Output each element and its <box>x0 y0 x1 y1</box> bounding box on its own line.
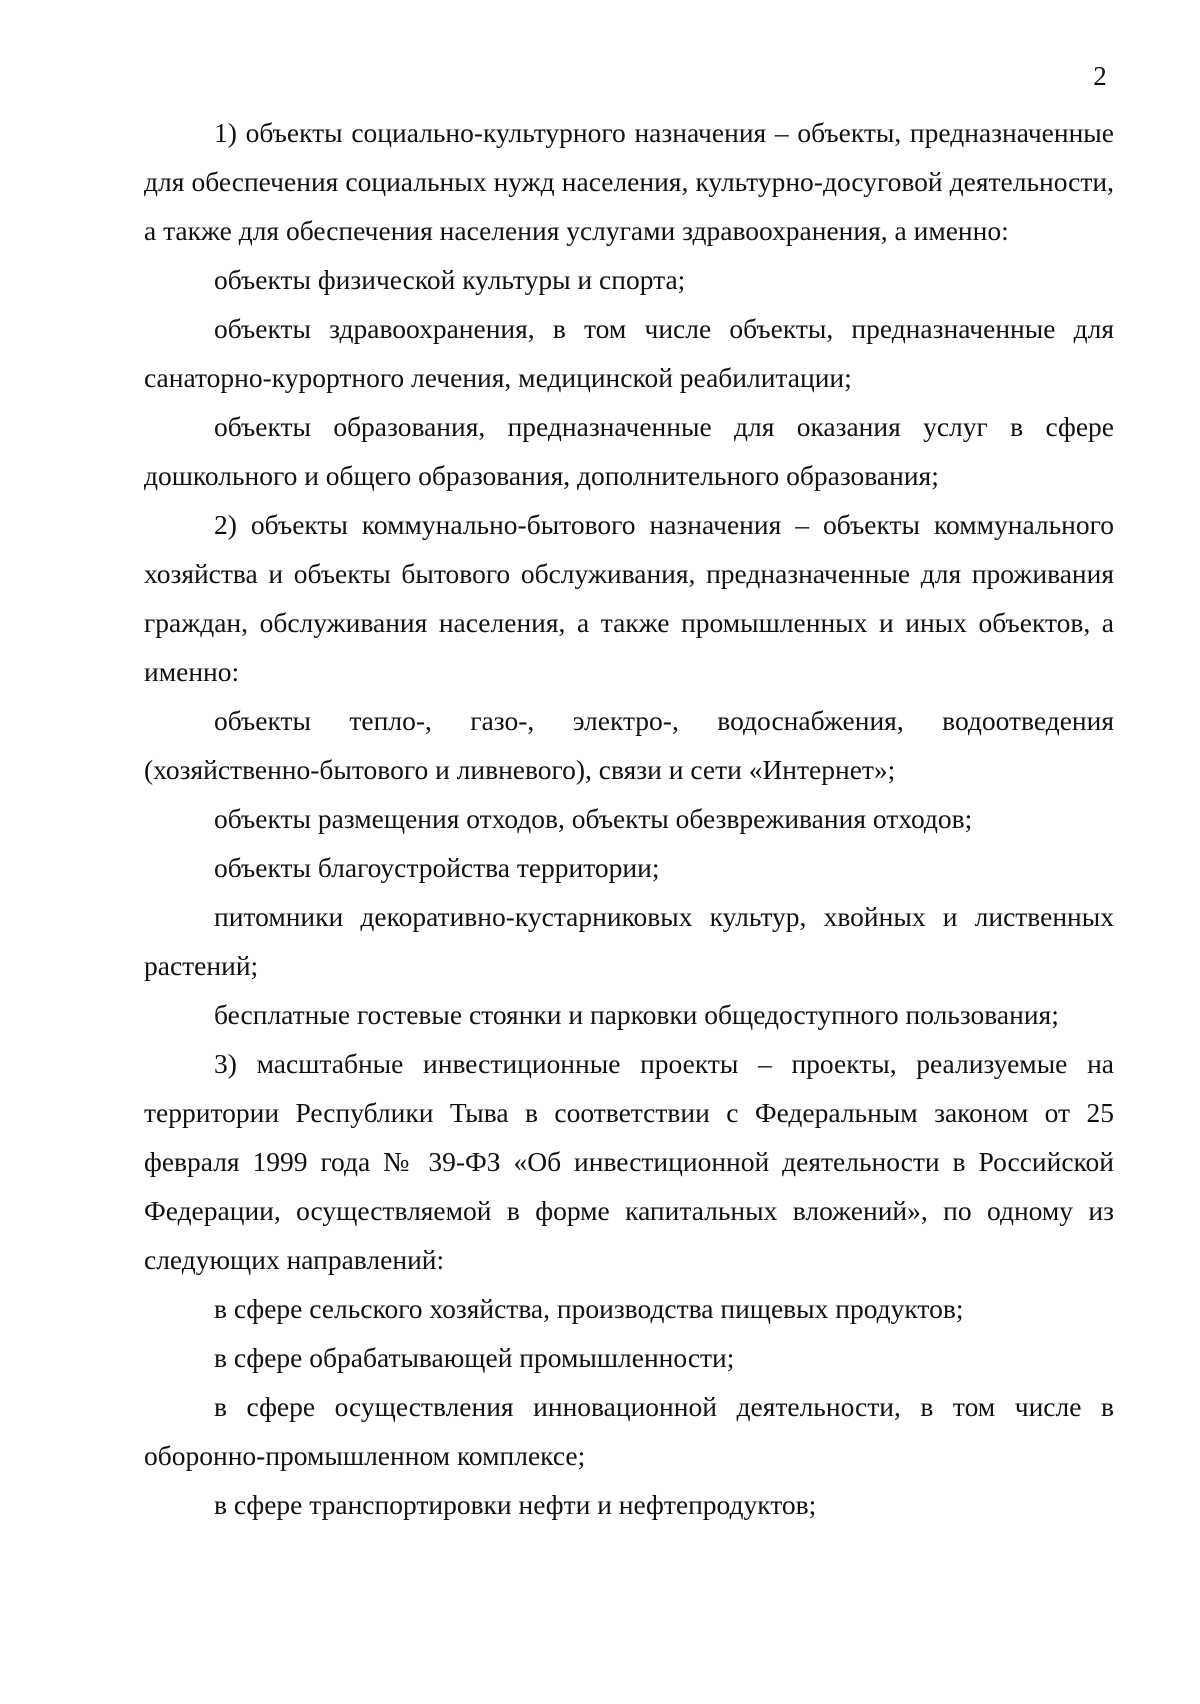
paragraph-landscaping: объекты благоустройства территории; <box>214 852 660 883</box>
paragraph-oil-transport: в сфере транспортировки нефти и нефтепродуктов; <box>214 1489 817 1520</box>
paragraph-healthcare: объекты здравоохранения, в том числе объекты, предназначенные для санаторно-курортного лечения, медицинской реабилитации; <box>144 313 1114 393</box>
document-body <box>144 108 1114 1529</box>
paragraph-waste: объекты размещения отходов, объекты обезвреживания отходов; <box>214 803 973 834</box>
paragraph-utilities: объекты тепло-, газо-, электро-, водоснабжения, водоотведения (хозяйственно-бытового и ливневого), связи и сети «Интернет»; <box>144 705 1114 785</box>
page-number: 2 <box>1093 61 1107 91</box>
paragraph-manufacturing: в сфере обрабатывающей промышленности; <box>214 1342 735 1373</box>
paragraph-social-cultural: 1) объекты социально-культурного назначения – объекты, предназначенные для обеспечения социальных нужд населения, культурно-досуговой деятельности, а также для обеспечения населения услугами здравоохранения, а именно: <box>144 117 1114 246</box>
paragraph-parking: бесплатные гостевые стоянки и парковки общедоступного пользования; <box>214 999 1059 1030</box>
paragraph-investment-projects: 3) масштабные инвестиционные проекты – проекты, реализуемые на территории Республики Тыва в соответствии с Федеральным законом от 25 февраля 1999 года № 39-ФЗ «Об инвестиционной деятельности в Российской Федерации, осуществляемой в форме капитальных вложений», по одному из следующих направлений: <box>144 1048 1114 1275</box>
paragraph-agriculture: в сфере сельского хозяйства, производства пищевых продуктов; <box>214 1293 964 1324</box>
paragraph-sports: объекты физической культуры и спорта; <box>214 264 686 295</box>
paragraph-education: объекты образования, предназначенные для оказания услуг в сфере дошкольного и общего образования, дополнительного образования; <box>144 411 1114 491</box>
paragraph-nurseries: питомники декоративно-кустарниковых культур, хвойных и лиственных растений; <box>144 901 1114 981</box>
paragraph-innovation: в сфере осуществления инновационной деятельности, в том числе в оборонно-промышленном комплексе; <box>144 1391 1114 1471</box>
paragraph-communal: 2) объекты коммунально-бытового назначения – объекты коммунального хозяйства и объекты бытового обслуживания, предназначенные для проживания граждан, обслуживания населения, а также промышленных и иных объектов, а именно: <box>144 509 1114 687</box>
